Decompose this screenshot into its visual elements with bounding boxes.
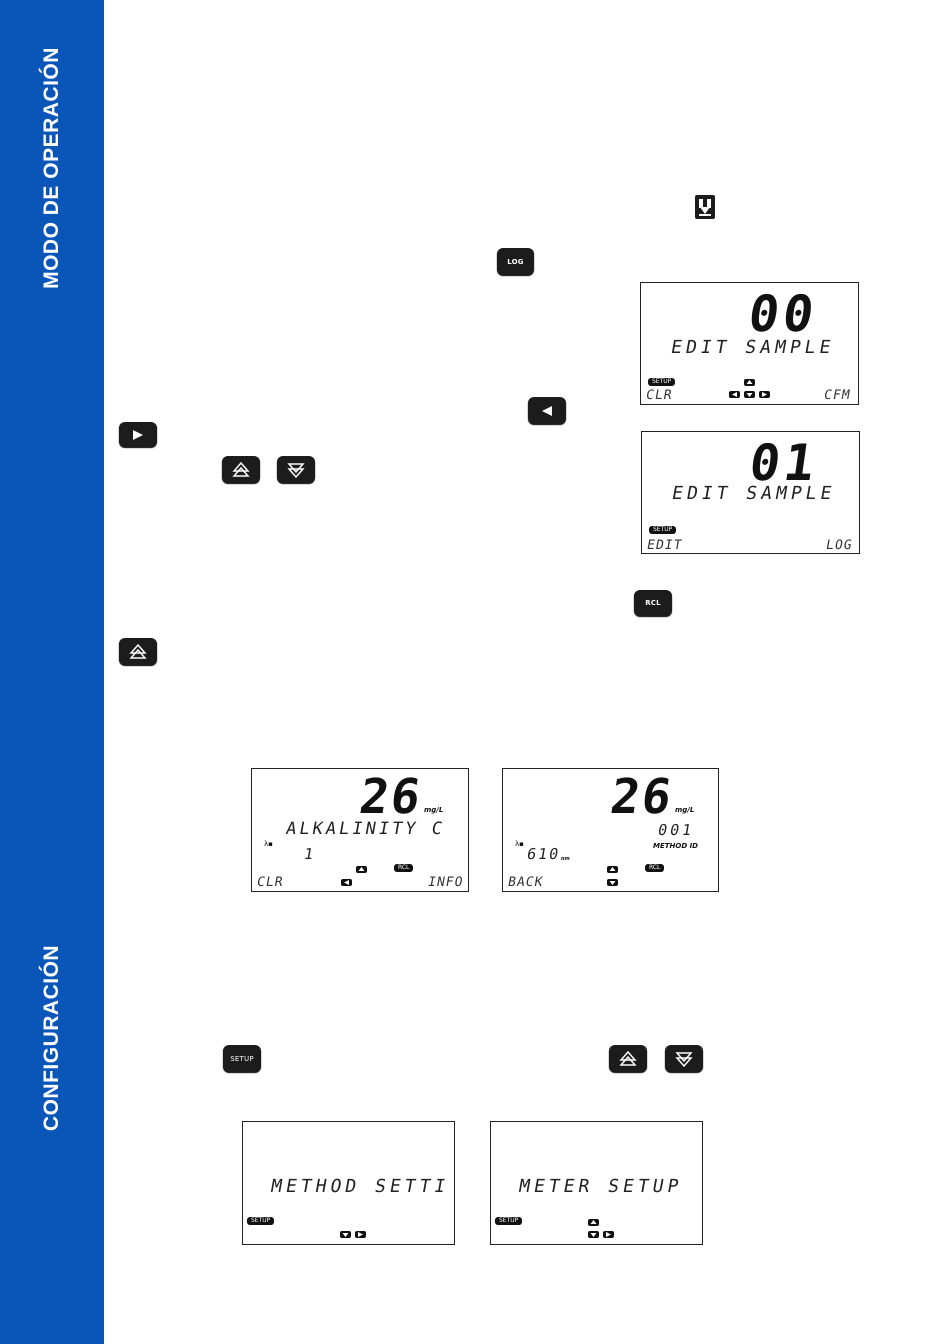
lcd-message: EDIT SAMPLE (669, 337, 837, 358)
lcd-edit-sample-00 (640, 282, 859, 405)
right-arrow-key (119, 422, 157, 447)
down-arrow-key-2 (665, 1045, 703, 1072)
mini-down-key (588, 1231, 599, 1238)
left-arrow-icon (540, 405, 554, 417)
lcd-unit: mg/L (675, 806, 695, 814)
lcd-setup-tag: SETUP (649, 526, 676, 534)
setup-key (223, 1045, 261, 1072)
down-arrow-icon (675, 1051, 693, 1067)
lcd-number: 26 (356, 769, 426, 825)
lcd-left-softkey: CLR (255, 875, 285, 890)
lcd-message: METER SETUP (517, 1176, 685, 1197)
section-title-configuration: CONFIGURACIÓN (40, 944, 63, 1132)
log-key-label: LOG (507, 257, 524, 266)
mini-down-key (607, 879, 618, 886)
lambda-icon: λ▪ (264, 840, 273, 848)
lcd-right-softkey: CFM (822, 388, 852, 403)
down-arrow-icon (287, 462, 305, 478)
lcd-message: METHOD SETTI (269, 1176, 451, 1197)
mini-up-key (356, 866, 367, 873)
lcd-meter-setup (490, 1121, 703, 1245)
lcd-left-softkey: BACK (506, 875, 545, 890)
lcd-method-setting (242, 1121, 455, 1245)
mini-down-key (340, 1231, 351, 1238)
up-arrow-icon (129, 644, 147, 660)
lcd-left-softkey: CLR (644, 388, 674, 403)
setup-key-label: SETUP (230, 1054, 254, 1063)
lcd-right-softkey: INFO (426, 875, 465, 890)
right-arrow-icon (131, 429, 145, 441)
lcd-number: 00 (744, 285, 822, 343)
log-key (497, 248, 534, 275)
lcd-left-softkey: EDIT (645, 538, 684, 553)
lcd-number: 01 (745, 434, 823, 492)
up-arrow-key-3 (609, 1045, 647, 1072)
mini-right-key (759, 391, 770, 398)
lcd-right-softkey: LOG (824, 538, 854, 553)
lcd-setup-tag: SETUP (247, 1217, 274, 1225)
up-arrow-key (222, 456, 260, 483)
mini-up-key (607, 866, 618, 873)
lambda-icon: λ▪ (515, 840, 524, 848)
lcd-method-label: METHOD ID (653, 842, 698, 850)
rcl-key (634, 590, 672, 616)
left-arrow-key (528, 397, 566, 424)
mini-right-key (603, 1231, 614, 1238)
lcd-edit-sample-01 (641, 431, 860, 554)
up-arrow-key-2 (119, 638, 157, 665)
section-title-operation: MODO DE OPERACIÓN (40, 47, 63, 289)
mini-up-key (744, 379, 755, 386)
lcd-unit: mg/L (424, 806, 444, 814)
lcd-recall-info (502, 768, 719, 892)
up-arrow-icon (232, 462, 250, 478)
lcd-setup-tag: SETUP (495, 1217, 522, 1225)
lcd-wavelength-unit: nm (561, 856, 570, 862)
down-arrow-key (277, 456, 315, 483)
lcd-setup-tag: SETUP (648, 378, 675, 386)
lcd-message: ALKALINITY C (284, 819, 447, 839)
lcd-rcl-tag: RCL (394, 864, 413, 872)
rcl-key-label: RCL (645, 599, 661, 607)
save-icon (694, 194, 716, 220)
lcd-method-code: 001 (656, 821, 696, 839)
lcd-number: 26 (607, 769, 677, 825)
mini-right-key (355, 1231, 366, 1238)
up-arrow-icon (619, 1051, 637, 1067)
lcd-wavelength: 610 (525, 845, 562, 863)
mini-left-key (341, 879, 352, 886)
mini-left-key (729, 391, 740, 398)
mini-down-key (744, 391, 755, 398)
lcd-recall-alkalinity (251, 768, 469, 892)
lcd-line2: 1 (302, 845, 319, 863)
lcd-rcl-tag: RCL (645, 864, 664, 872)
sidebar (0, 0, 104, 1344)
mini-up-key (588, 1219, 599, 1226)
lcd-message: EDIT SAMPLE (670, 483, 838, 504)
